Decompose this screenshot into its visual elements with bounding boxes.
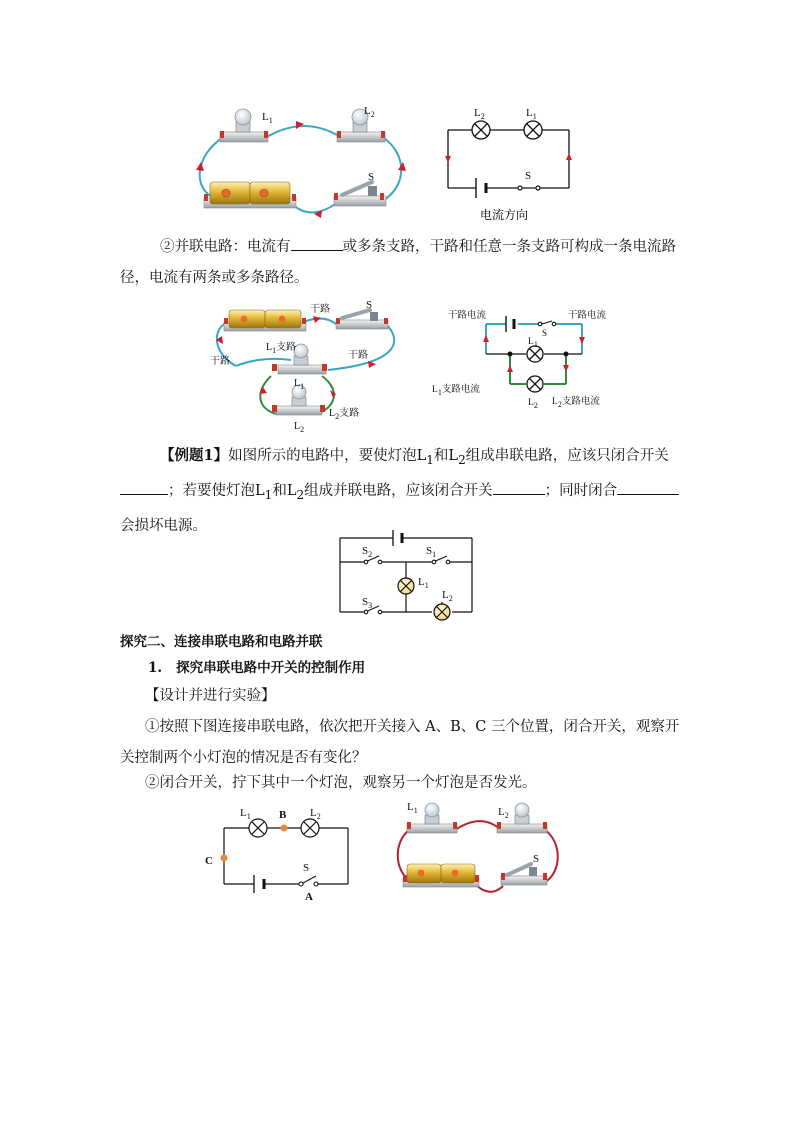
- switch-s: [334, 182, 386, 206]
- label-l1: $L_1$: [418, 576, 429, 590]
- switch-s: [538, 321, 556, 326]
- label-main-current-left: 干路电流: [448, 311, 487, 321]
- label-main-top: 干路: [310, 304, 330, 315]
- answer-blank[interactable]: [120, 478, 168, 495]
- lamp-l2: [472, 121, 490, 139]
- label-s: S: [366, 299, 373, 311]
- design-heading: 【设计并进行实验】: [145, 688, 276, 704]
- battery-pack: [204, 182, 296, 208]
- caption-current-direction: 电流方向: [480, 208, 529, 222]
- label-l2: $L_2$: [498, 806, 509, 820]
- battery: [506, 316, 514, 332]
- label-l2: $L_2$: [294, 421, 305, 434]
- label-s3: $S_3$: [362, 596, 373, 610]
- label-l2-current: $L_2$支路电流: [552, 397, 600, 409]
- switch-s2: [364, 556, 382, 564]
- label-l2: $L_2$: [474, 107, 485, 121]
- section-title: 探究二、连接串联电路和电路并联: [120, 634, 323, 650]
- label-l1: $L_1$: [407, 801, 418, 815]
- wire: [455, 821, 501, 830]
- example1-question: 【例题1】如图所示的电路中，要使灯泡$L_1$和$L_2$组成串联电路，应该只闭合开关；若要使灯泡$L_1$和$L_2$组成并联电路，应该闭合开关 ；同时闭合会损坏电源。: [120, 440, 680, 542]
- label-l2: $L_2$: [528, 398, 538, 410]
- lamp-l2: [527, 376, 543, 392]
- lamp-l1: [249, 819, 267, 837]
- switch-s: [501, 864, 547, 885]
- switch-s: [518, 186, 540, 190]
- wire: [304, 318, 336, 324]
- label-main-right: 干路: [348, 350, 368, 361]
- label-main-current-right: 干路电流: [568, 311, 607, 321]
- label-s: S: [525, 170, 532, 182]
- battery: [254, 875, 264, 893]
- battery: [393, 530, 402, 546]
- node-c: [221, 855, 228, 862]
- lamp-l1: [524, 121, 542, 139]
- battery: [476, 178, 486, 198]
- wire: [292, 204, 335, 212]
- label-s1: $S_1$: [426, 545, 437, 559]
- parallel-paragraph: ②并联电路：电流有 或多条支路，干路和任意一条支路可构成一条电流路径，电流有两条或多条路径。: [120, 232, 680, 294]
- label-a: A: [305, 891, 313, 903]
- item1-title: 1. 探究串联电路中开关的控制作用: [148, 660, 366, 676]
- label-s: S: [303, 862, 310, 874]
- switch-s: [299, 876, 318, 886]
- label-s2: $S_2$: [362, 545, 373, 559]
- series-circuit-photo: [192, 100, 407, 220]
- label-l2: $L_2$: [442, 589, 453, 603]
- label-l1: $L_1$: [262, 111, 273, 125]
- series-circuit-schematic: [440, 100, 580, 225]
- answer-blank[interactable]: [493, 478, 545, 495]
- answer-blank[interactable]: [617, 478, 679, 495]
- label-l1: $L_1$: [528, 337, 538, 349]
- step1-text: ①按照下图连接串联电路，依次把开关接入 A、B、C 三个位置，闭合开关，观察开关控制两个小灯泡的情况是否有变化？: [120, 719, 680, 766]
- parallel-circuit-photo: [206, 298, 398, 438]
- answer-blank[interactable]: [291, 234, 343, 251]
- label-l1-branch: $L_1$支路: [266, 342, 297, 355]
- label-s: S: [368, 171, 375, 183]
- label-s: S: [533, 853, 540, 865]
- label-l1: $L_1$: [240, 807, 251, 821]
- label-s: S: [542, 328, 548, 338]
- switch-s: [336, 310, 388, 329]
- label-l2-branch: $L_2$支路: [329, 408, 360, 421]
- series-red-photo: [393, 798, 565, 898]
- label-b: B: [279, 809, 287, 821]
- label-l1: $L_1$: [294, 378, 305, 391]
- node-b: [281, 825, 288, 832]
- battery-pack: [403, 864, 479, 887]
- lamp-l2: [434, 604, 450, 620]
- lamp-l1: [220, 109, 268, 142]
- current-arrow: [445, 153, 572, 163]
- wire: [328, 326, 394, 370]
- parallel-circuit-schematic: [428, 304, 618, 412]
- step2-text: ②闭合开关，拧下其中一个灯泡，观察另一个灯泡是否发光。: [145, 775, 537, 791]
- series-abc-schematic: [200, 802, 355, 902]
- lamp-l2: [301, 819, 319, 837]
- label-l2: $L_2$: [364, 105, 375, 119]
- label-l1-current: $L_1$支路电流: [432, 385, 480, 397]
- label-l1: $L_1$: [526, 107, 537, 121]
- label-main-left: 干路: [210, 356, 230, 367]
- example1-circuit: [336, 528, 478, 620]
- lamp-l2: [272, 385, 325, 415]
- lamp-l2: [337, 109, 385, 142]
- label-c: C: [205, 855, 213, 867]
- wire: [265, 126, 342, 138]
- battery-pack: [224, 310, 306, 331]
- lamp-l1: [398, 578, 414, 594]
- label-l2: $L_2$: [310, 807, 321, 821]
